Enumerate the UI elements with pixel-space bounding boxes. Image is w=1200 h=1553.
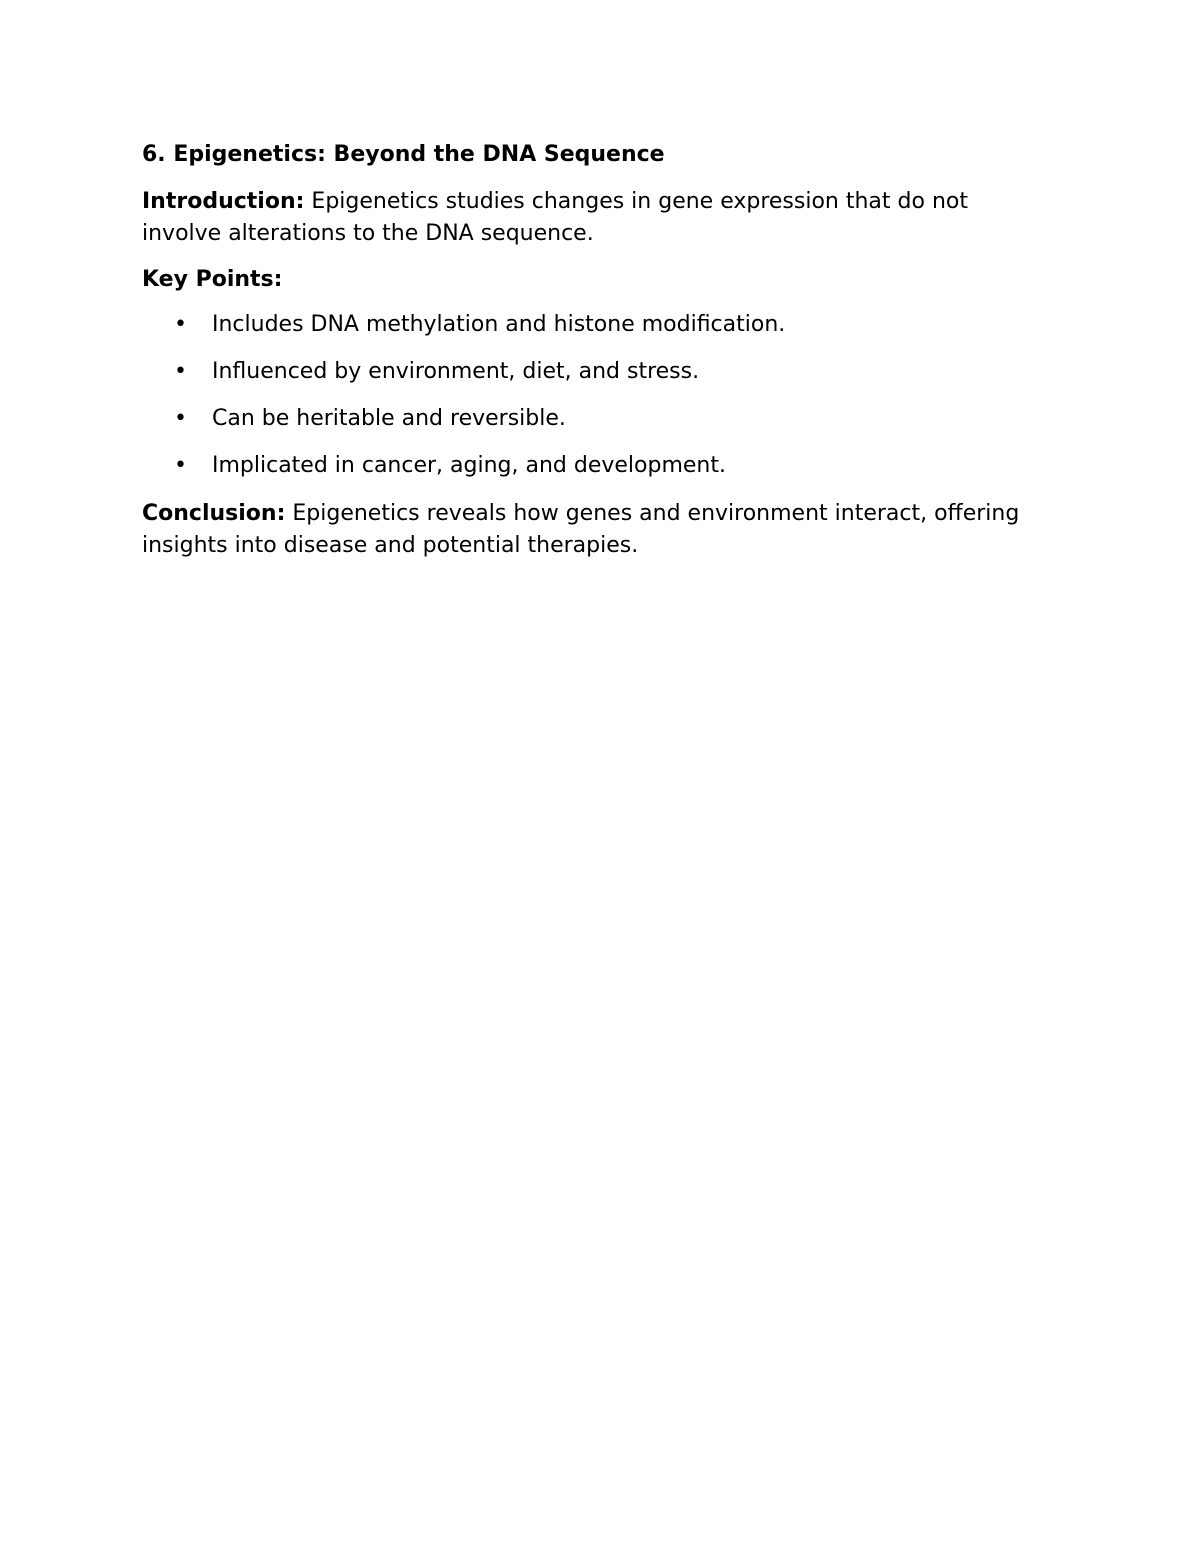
bullet-icon: • [174,406,187,431]
bullet-icon: • [174,453,187,478]
document-page [142,140,1042,577]
list-item [142,451,1042,481]
list-item-text: Can be heritable and reversible. [212,406,566,431]
conclusion-label: Conclusion: [142,501,286,526]
list-item [142,310,1042,340]
introduction-paragraph [142,186,1042,250]
bullet-icon: • [174,359,187,384]
list-item-text: Influenced by environment, diet, and stress. [212,359,700,384]
list-item-text: Includes DNA methylation and histone modification. [212,312,786,337]
bullet-icon: • [174,312,187,337]
introduction-label: Introduction: [142,189,305,214]
conclusion-text: Epigenetics reveals how genes and environment interact, offering insights into disease and potential therapies. [142,501,1020,558]
introduction-text: Epigenetics studies changes in gene expression that do not involve alterations to the DNA sequence. [142,189,968,246]
key-points-label: Key Points: [142,267,283,292]
list-item [142,357,1042,387]
key-points-list [142,310,1042,481]
list-item-text: Implicated in cancer, aging, and development. [212,453,726,478]
conclusion-paragraph [142,498,1042,562]
section-heading: 6. Epigenetics: Beyond the DNA Sequence [142,142,665,167]
list-item [142,404,1042,434]
